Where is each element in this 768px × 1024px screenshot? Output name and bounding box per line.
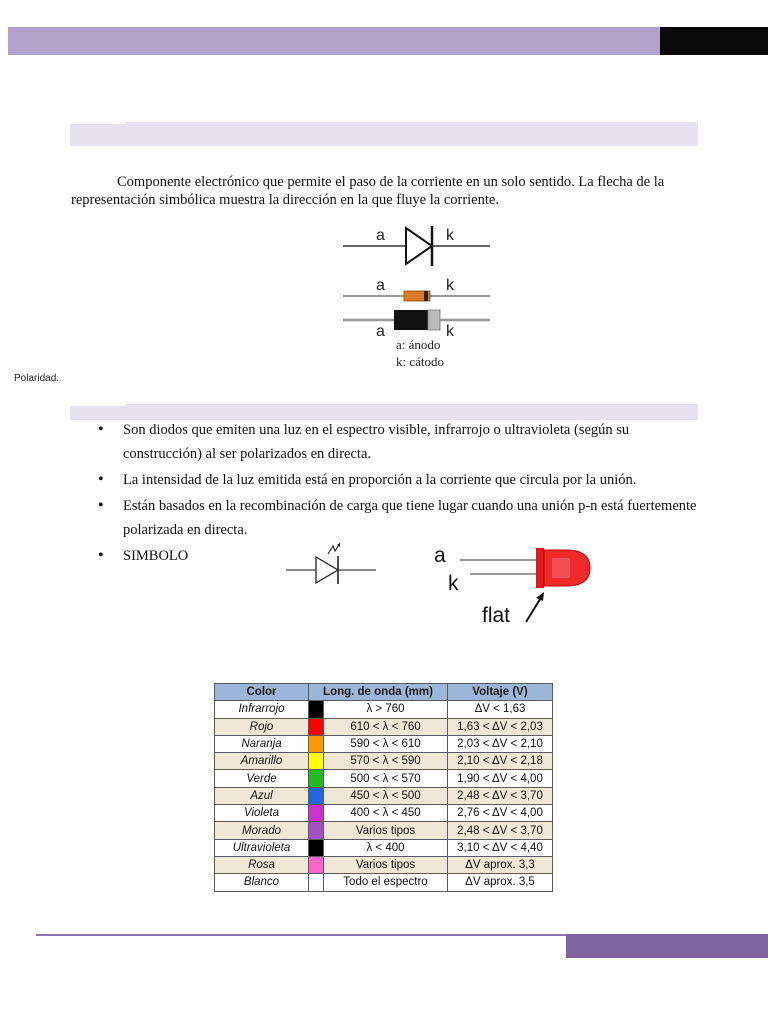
color-swatch xyxy=(309,718,324,735)
table-header-voltage: Voltaje (V) xyxy=(448,684,553,701)
small-diode-band-icon xyxy=(424,291,428,301)
wavelength-cell: Varios tipos xyxy=(324,822,448,839)
voltage-cell: ΔV aprox. 3,3 xyxy=(448,856,553,873)
table-row xyxy=(215,839,553,856)
wavelength-cell: 590 < λ < 610 xyxy=(324,735,448,752)
table-header-row xyxy=(215,684,553,701)
diode-description: Componente electrónico que permite el paso de la corriente en un solo sentido. La flecha de la representación simbólica muestra la dirección en la que fluye la corriente. xyxy=(71,173,665,208)
table-row xyxy=(215,770,553,787)
diode-symbol-figure xyxy=(340,218,500,370)
color-name: Rosa xyxy=(215,856,309,873)
table-row xyxy=(215,787,553,804)
color-name: Naranja xyxy=(215,735,309,752)
wavelength-cell: 500 < λ < 570 xyxy=(324,770,448,787)
table-header-wavelength: Long. de onda (mm) xyxy=(309,684,448,701)
voltage-cell: 2,48 < ΔV < 3,70 xyxy=(448,822,553,839)
table-header-color: Color xyxy=(215,684,309,701)
table-row xyxy=(215,735,553,752)
color-swatch xyxy=(309,822,324,839)
table-row xyxy=(215,822,553,839)
section-heading-bar-diode xyxy=(70,122,698,146)
voltage-cell: 1,90 < ΔV < 4,00 xyxy=(448,770,553,787)
voltage-cell: ΔV < 1,63 xyxy=(448,701,553,718)
color-name: Blanco xyxy=(215,874,309,891)
power-diode-label-a: a xyxy=(376,323,385,340)
wavelength-cell: 610 < λ < 760 xyxy=(324,718,448,735)
color-swatch xyxy=(309,805,324,822)
wavelength-cell: λ < 400 xyxy=(324,839,448,856)
color-swatch xyxy=(309,856,324,873)
led-bullet-list xyxy=(96,418,704,570)
color-swatch xyxy=(309,874,324,891)
color-swatch xyxy=(309,839,324,856)
voltage-cell: ΔV aprox. 3,5 xyxy=(448,874,553,891)
led-color-table xyxy=(214,683,553,892)
voltage-cell: 1,63 < ΔV < 2,03 xyxy=(448,718,553,735)
legend-cathode: k: cátodo xyxy=(396,354,445,369)
color-name: Verde xyxy=(215,770,309,787)
color-swatch xyxy=(309,753,324,770)
header-band xyxy=(8,27,660,55)
color-swatch xyxy=(309,701,324,718)
color-name: Ultravioleta xyxy=(215,839,309,856)
led-photo-figure xyxy=(430,538,600,630)
table-row xyxy=(215,805,553,822)
led-pic-label-a: a xyxy=(434,544,446,567)
diode-symbol-label-k: k xyxy=(446,227,454,244)
footer-line xyxy=(36,934,566,936)
led-rim-icon xyxy=(536,548,544,588)
led-pic-label-k: k xyxy=(448,572,459,595)
color-swatch xyxy=(309,787,324,804)
list-item: • La intensidad de la luz emitida está en proporción a la corriente que circula por la unión. xyxy=(96,468,704,492)
color-name: Violeta xyxy=(215,805,309,822)
led-symbol-figure xyxy=(284,540,379,592)
color-name: Infrarrojo xyxy=(215,701,309,718)
table-row xyxy=(215,701,553,718)
small-diode-label-k: k xyxy=(446,277,454,294)
color-name: Morado xyxy=(215,822,309,839)
voltage-cell: 3,10 < ΔV < 4,40 xyxy=(448,839,553,856)
table-row xyxy=(215,856,553,873)
wavelength-cell: Varios tipos xyxy=(324,856,448,873)
wavelength-cell: Todo el espectro xyxy=(324,874,448,891)
color-name: Azul xyxy=(215,787,309,804)
color-name: Rojo xyxy=(215,718,309,735)
footer-block xyxy=(566,934,768,958)
color-name: Amarillo xyxy=(215,753,309,770)
small-diode-label-a: a xyxy=(376,277,385,294)
figure-caption: Polaridad. xyxy=(14,373,60,384)
voltage-cell: 2,10 < ΔV < 2,18 xyxy=(448,753,553,770)
flat-arrow-icon xyxy=(526,596,542,622)
diode-symbol-label-a: a xyxy=(376,227,385,244)
list-item: • SIMBOLO xyxy=(96,544,704,568)
diode-triangle-icon xyxy=(406,228,432,264)
table-row xyxy=(215,874,553,891)
led-pic-label-flat: flat xyxy=(482,604,511,627)
power-diode-band-icon xyxy=(428,310,440,330)
wavelength-cell: 570 < λ < 590 xyxy=(324,753,448,770)
wavelength-cell: 400 < λ < 450 xyxy=(324,805,448,822)
table-row xyxy=(215,753,553,770)
wavelength-cell: 450 < λ < 500 xyxy=(324,787,448,804)
color-swatch xyxy=(309,770,324,787)
voltage-cell: 2,76 < ΔV < 4,00 xyxy=(448,805,553,822)
wavelength-cell: λ > 760 xyxy=(324,701,448,718)
table-row xyxy=(215,718,553,735)
power-diode-label-k: k xyxy=(446,323,454,340)
color-swatch xyxy=(309,735,324,752)
legend-anode: a: ánodo xyxy=(396,337,441,352)
led-triangle-icon xyxy=(316,557,338,583)
list-item: • Son diodos que emiten una luz en el espectro visible, infrarrojo o ultravioleta (según su construcción) al ser polarizados en directa. xyxy=(96,418,704,466)
list-item: • Están basados en la recombinación de carga que tiene lugar cuando una unión p-n está fuertemente polarizada en directa. xyxy=(96,494,704,542)
voltage-cell: 2,03 < ΔV < 2,10 xyxy=(448,735,553,752)
header-black-block xyxy=(660,27,768,55)
voltage-cell: 2,48 < ΔV < 3,70 xyxy=(448,787,553,804)
